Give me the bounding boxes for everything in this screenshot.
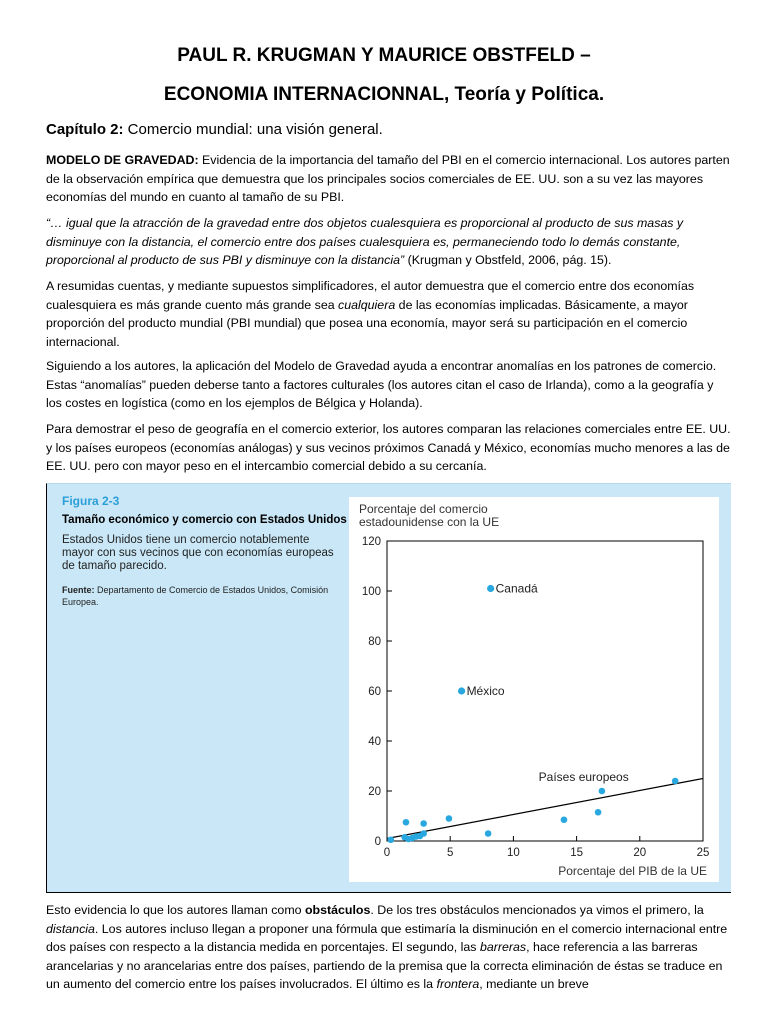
y-tick-label: 0 (374, 836, 381, 848)
emphasis-text: cualquiera (338, 297, 396, 312)
data-point-labeled (487, 585, 494, 592)
x-axis-label: Porcentaje del PIB de la UE (558, 864, 707, 878)
paragraph-text: . De los tres obstáculos mencionados ya vimos el primero, la (370, 903, 704, 917)
data-point-europe (599, 788, 606, 795)
figure-source-label: Fuente: (62, 585, 95, 595)
plot-frame (387, 541, 703, 841)
data-point-labeled (458, 687, 465, 694)
paragraph-text: , hace referencia a las barreras arancelarias y no arancelarias entre dos países, partiendo de la premisa que la correcta eliminación de éstas se traduce en un aumento del comercio entre los países involucrados. El último es la (46, 940, 723, 991)
data-point-europe (672, 778, 679, 785)
data-point-europe (446, 815, 453, 822)
chapter-text: Comercio mundial: una visión general. (123, 121, 383, 138)
italic-text: distancia (46, 921, 95, 936)
quote-citation: (Krugman y Obstfeld, 2006, pág. 15). (404, 253, 612, 267)
chapter-heading (46, 121, 383, 138)
scatter-chart (349, 497, 719, 882)
x-tick-label: 25 (696, 847, 710, 859)
bold-text: obstáculos (304, 903, 371, 917)
paragraph-text: , mediante un breve (479, 977, 589, 991)
y-tick-label: 60 (368, 686, 381, 698)
paragraph-summary (46, 277, 732, 351)
y-tick-label: 80 (368, 636, 381, 648)
y-tick-label: 100 (361, 586, 381, 598)
figure-title: Tamaño económico y comercio con Estados Unidos (62, 514, 347, 526)
x-tick-label: 0 (383, 847, 391, 859)
paragraph-lead: MODELO DE GRAVEDAD: (46, 153, 199, 167)
x-tick-label: 10 (507, 847, 520, 859)
europe-label: Países europeos (538, 770, 629, 784)
figure-description: Estados Unidos tiene un comercio notablemente mayor con sus vecinos que con economías europeas de tamaño parecido. (62, 534, 334, 572)
data-point-europe (595, 809, 602, 816)
data-point-europe (561, 816, 568, 823)
figure-label: Figura 2-3 (62, 494, 120, 508)
y-tick-label: 120 (361, 536, 381, 548)
italic-text: frontera (436, 977, 480, 991)
x-tick-label: 20 (633, 847, 647, 859)
data-point-europe (420, 830, 427, 837)
document-title-line2: ECONOMIA INTERNACIONNAL, Teoría y Política. (163, 84, 605, 105)
italic-text: barreras (479, 940, 527, 954)
figure-source (62, 584, 342, 608)
paragraph-text: de las economías implicadas. Básicamente, a mayor proporción del producto mundial (PBI mundial) que posea una economía, mayor será su participación en el comercio internacional. (46, 297, 688, 349)
paragraph-text: . Los autores incluso llegan a proponer una fórmula que estimaría la disminución en el comercio internacional entre dos países con respecto a la distancia medida en porcentajes. El segundo, las (46, 921, 728, 954)
data-point-label: México (466, 684, 505, 698)
data-point-label: Canadá (495, 581, 538, 596)
paragraph-text: A resumidas cuentas, y mediante supuestos simplificadores, el autor demuestra que el comercio entre dos economías cualesquiera es más grande cuento más grande sea (46, 279, 695, 312)
paragraph-anomalies: Siguiendo a los autores, la aplicación del Modelo de Gravedad ayuda a encontrar anomalías en los patrones de comercio. Estas “anomalías” pueden deberse tanto a factores culturales (los autores citan el caso de Irlanda), como a la geografía y los costes en logística (como en los ejemplos de Bélgica y Holanda). (46, 359, 717, 410)
chart-container (349, 497, 719, 882)
figure-2-3 (46, 483, 731, 893)
data-point-europe (420, 820, 427, 827)
data-point-europe (485, 830, 492, 837)
document-title-line1: PAUL R. KRUGMAN Y MAURICE OBSTFELD – (177, 45, 591, 66)
paragraph-gravity-model (46, 151, 732, 207)
paragraph-geography: Para demostrar el peso de geografía en el comercio exterior, los autores comparan las relaciones comerciales entre EE. UU. y los países europeos (economías análogas) y sus vecinos próximos Canadá y México, economías mucho menores a las de EE. UU. pero con mayor peso en el intercambio comercial debido a su cercanía. (46, 422, 731, 473)
x-tick-label: 5 (446, 847, 454, 859)
data-point-europe (403, 819, 410, 826)
y-tick-label: 20 (368, 786, 381, 798)
paragraph-quote (46, 214, 732, 270)
x-tick-label: 15 (570, 847, 583, 859)
figure-source-text: Departamento de Comercio de Estados Unidos, Comisión Europea. (62, 585, 329, 607)
paragraph-obstacles (46, 901, 732, 994)
y-axis-label: Porcentaje del comercio (359, 502, 488, 516)
y-axis-label: estadounidense con la UE (359, 515, 500, 529)
paragraph-text: Esto evidencia lo que los autores llaman como (46, 903, 305, 917)
paragraph-text: Evidencia de la importancia del tamaño del PBI en el comercio internacional. Los autores parten de la observación empírica que demuestra que los principales socios comerciales de EE. UU. son a su vez las mayores economías del mundo en cuanto al tamaño de su PBI. (46, 153, 730, 204)
y-tick-label: 40 (368, 736, 381, 748)
trend-line (387, 779, 703, 839)
data-point-europe (387, 836, 394, 843)
chapter-label: Capítulo 2: (46, 121, 124, 138)
quote-text: “… igual que la atracción de la gravedad entre dos objetos cualesquiera es proporcional al producto de sus masas y disminuye con la distancia, el comercio entre dos países cualesquiera es, permaneciendo todo lo demás constante, proporcional al producto de sus PBI y disminuye con la distancia” (46, 216, 684, 267)
